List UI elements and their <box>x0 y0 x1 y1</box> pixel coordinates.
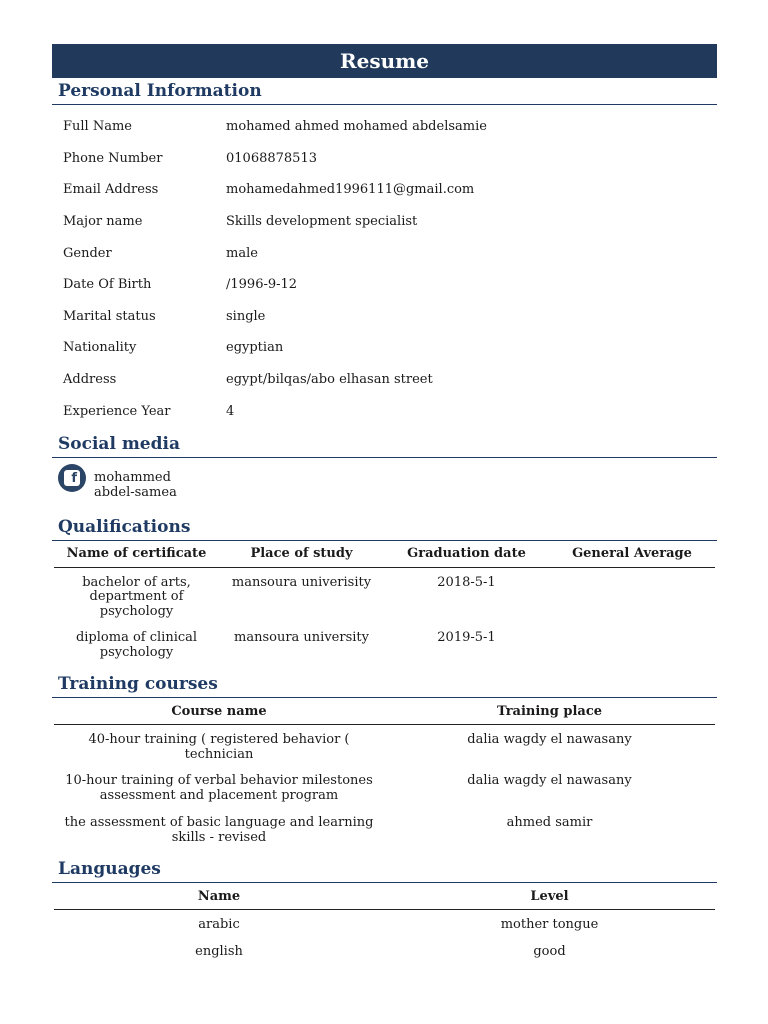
table-cell: 2018-5-1 <box>437 574 496 590</box>
social-name: mohammed abdel-samea <box>94 469 177 500</box>
info-value: /1996-9-12 <box>226 277 298 293</box>
personal-info-row <box>63 269 487 301</box>
personal-info-row <box>63 143 487 175</box>
training-table <box>54 698 715 850</box>
personal-info-row <box>63 206 487 238</box>
table-cell: mother tongue <box>500 917 599 933</box>
personal-info-row <box>63 174 487 206</box>
personal-info-row <box>63 301 487 333</box>
personal-info-table <box>63 111 487 427</box>
resume-title: Resume <box>52 44 717 78</box>
info-value: male <box>226 245 258 261</box>
info-label: Email Address <box>63 182 159 198</box>
table-cell: 40-hour training ( registered behavior ( technician <box>88 732 350 762</box>
table-cell: dalia wagdy el nawasany <box>467 732 632 748</box>
column-header: Name <box>54 883 384 910</box>
table-cell: mansoura university <box>234 630 369 646</box>
languages-table <box>54 883 715 963</box>
info-value: mohamed ahmed mohamed abdelsamie <box>226 119 487 135</box>
info-value: egypt/bilqas/abo elhasan street <box>226 372 433 388</box>
column-header: Training place <box>384 698 715 725</box>
table-cell: the assessment of basic language and learning skills - revised <box>64 815 374 845</box>
info-label: Phone Number <box>63 150 163 166</box>
column-header: General Average <box>549 541 715 568</box>
info-value: 01068878513 <box>226 150 317 166</box>
section-training-courses: Training courses <box>52 671 717 698</box>
table-row <box>54 808 715 850</box>
table-cell: ahmed samir <box>506 815 593 831</box>
table-cell: diploma of clinical psychology <box>75 630 198 660</box>
table-cell <box>549 567 715 623</box>
table-cell: good <box>533 943 566 959</box>
table-row <box>54 623 715 667</box>
table-row <box>54 937 715 964</box>
table-cell: mansoura univerisity <box>231 574 372 590</box>
column-header: Graduation date <box>384 541 549 568</box>
section-qualifications: Qualifications <box>52 514 717 541</box>
table-cell: bachelor of arts, department of psychology <box>82 574 191 619</box>
section-personal-information: Personal Information <box>52 78 717 105</box>
personal-info-row <box>63 332 487 364</box>
column-header: Name of certificate <box>54 541 219 568</box>
info-label: Marital status <box>63 308 156 324</box>
info-value: Skills development specialist <box>226 214 418 230</box>
personal-info-row <box>63 364 487 396</box>
info-value: single <box>226 308 266 324</box>
table-row <box>54 725 715 767</box>
info-value: egyptian <box>226 340 284 356</box>
info-value: 4 <box>226 403 235 419</box>
info-label: Major name <box>63 214 143 230</box>
info-label: Nationality <box>63 340 137 356</box>
table-cell: dalia wagdy el nawasany <box>467 773 632 789</box>
info-label: Full Name <box>63 119 132 135</box>
facebook-icon[interactable]: f <box>58 464 86 492</box>
table-cell: 2019-5-1 <box>437 630 496 646</box>
info-label: Address <box>63 372 117 388</box>
section-social-media: Social media <box>52 431 717 458</box>
table-row <box>54 766 715 808</box>
info-label: Date Of Birth <box>63 277 152 293</box>
qualifications-table <box>54 541 715 668</box>
column-header: Level <box>384 883 715 910</box>
table-cell: english <box>195 943 243 959</box>
column-header: Place of study <box>219 541 384 568</box>
table-cell <box>549 623 715 667</box>
info-label: Experience Year <box>63 403 171 419</box>
column-header: Course name <box>54 698 384 725</box>
info-value: mohamedahmed1996111@gmail.com <box>226 182 475 198</box>
table-cell: arabic <box>198 917 240 933</box>
table-row <box>54 567 715 623</box>
section-languages: Languages <box>52 856 717 883</box>
personal-info-row <box>63 237 487 269</box>
personal-info-row <box>63 111 487 143</box>
social-media-entry <box>52 458 717 514</box>
table-row <box>54 910 715 937</box>
personal-info-row <box>63 395 487 427</box>
resume-page <box>52 44 717 963</box>
table-cell: 10-hour training of verbal behavior milestones assessment and placement program <box>65 773 373 803</box>
info-label: Gender <box>63 245 112 261</box>
